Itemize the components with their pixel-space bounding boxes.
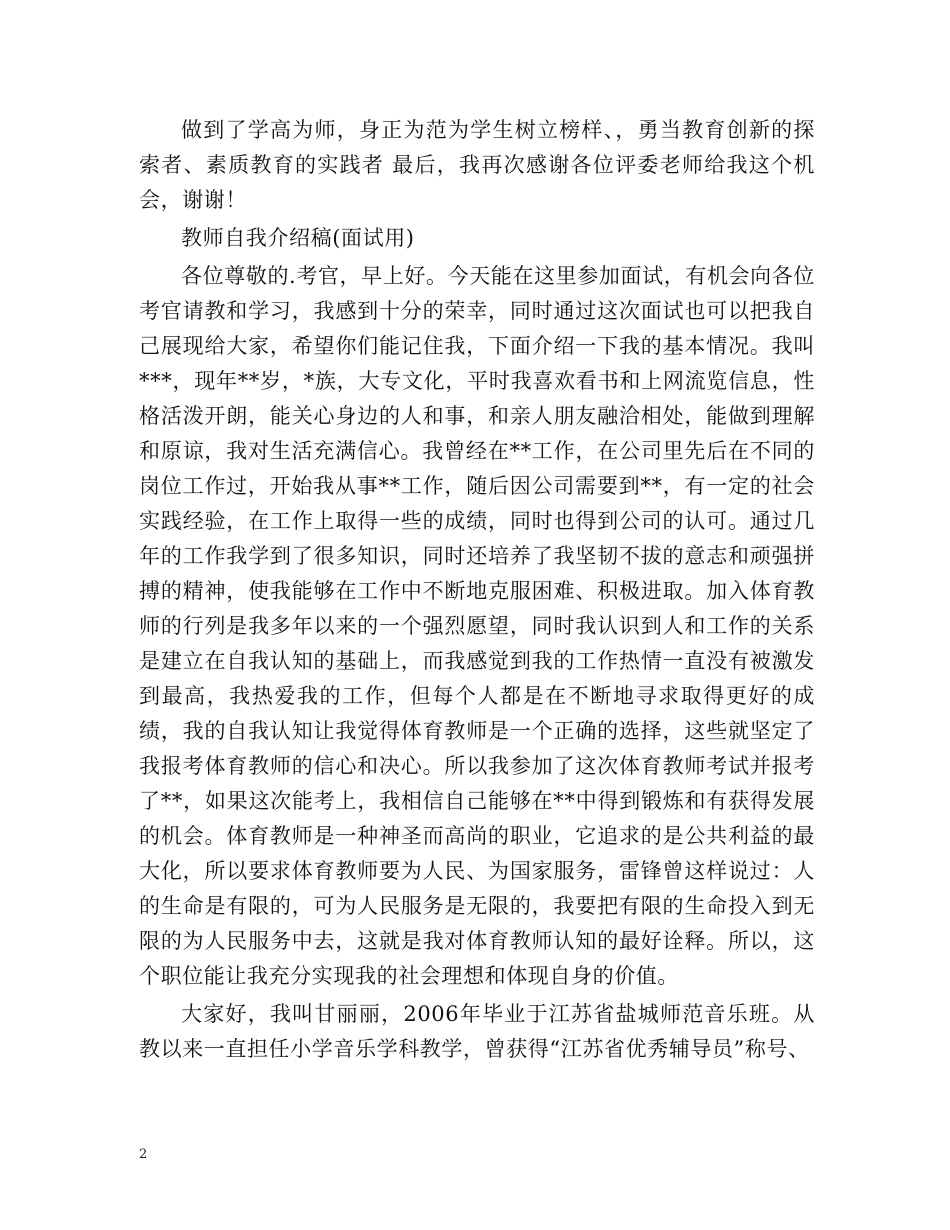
section-heading: 教师自我介绍稿(面试用) <box>181 226 415 250</box>
paragraph-closing: 做到了学高为师，身正为范为学生树立榜样、，勇当教育创新的探索者、素质教育的实践者 最后，我再次感谢各位评委老师给我这个机会，谢谢！ <box>139 118 815 212</box>
document-body <box>139 113 815 1067</box>
page-number: 2 <box>139 1147 148 1162</box>
paragraph-self-introduction: 各位尊敬的.考官，早上好。今天能在这里参加面试，有机会向各位考官请教和学习，我感到十分的荣幸，同时通过这次面试也可以把我自己展现给大家，希望你们能记住我，下面介绍一下我的基本情况。我叫***，现年**岁，*族，大专文化，平时我喜欢看书和上网流览信息，性格活泼开朗，能关心身边的人和事，和亲人朋友融洽相处，能做到理解和原谅，我对生活充满信心。我曾经在**工作，在公司里先后在不同的岗位工作过，开始我从事**工作，随后因公司需要到**，有一定的社会实践经验，在工作上取得一些的成绩，同时也得到公司的认可。通过几年的工作我学到了很多知识，同时还培养了我坚韧不拔的意志和顽强拼搏的精神，使我能够在工作中不断地克服困难、积极进取。加入体育教师的行列是我多年以来的一个强烈愿望，同时我认识到人和工作的关系是建立在自我认知的基础上，而我感觉到我的工作热情一直没有被激发到最高，我热爱我的工作，但每个人都是在不断地寻求取得更好的成绩，我的自我认知让我觉得体育教师是一个正确的选择，这些就坚定了我报考体育教师的信心和决心。所以我参加了这次体育教师考试并报考了**，如果这次能考上，我相信自己能够在**中得到锻炼和有获得发展的机会。体育教师是一种神圣而高尚的职业，它追求的是公共利益的最大化，所以要求体育教师要为人民、为国家服务，雷锋曾这样说过：人的生命是有限的，可为人民服务是无限的，我要把有限的生命投入到无限的为人民服务中去，这就是我对体育教师认知的最好诠释。所以，这个职位能让我充分实现我的社会理想和体现自身的价值。 <box>139 264 815 988</box>
paragraph-music-teacher-introduction: 大家好，我叫甘丽丽，2006年毕业于江苏省盐城师范音乐班。从教以来一直担任小学音乐学科教学，曾获得“江苏省优秀辅导员”称号、 <box>139 1002 815 1061</box>
